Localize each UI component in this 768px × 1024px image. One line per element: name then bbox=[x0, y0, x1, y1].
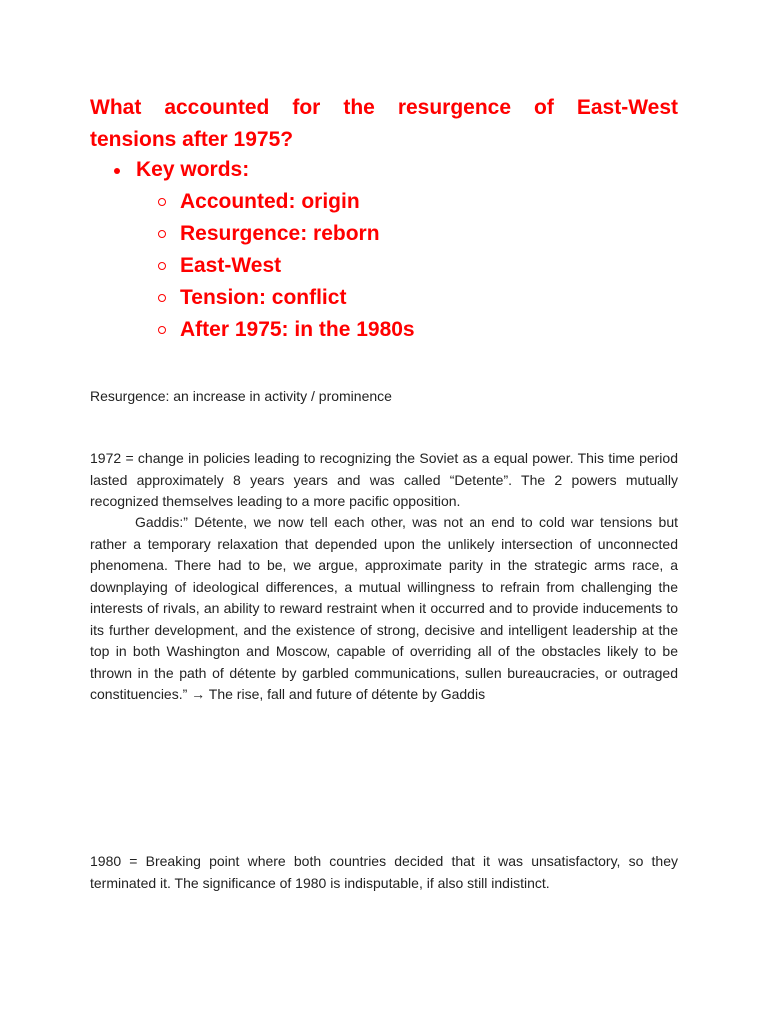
paragraph-1980: 1980 = Breaking point where both countries decided that it was unsatisfactory, so they terminated it. The significance of 1980 is indisputable, if also still indistinct. bbox=[90, 853, 678, 891]
hollow-bullet-icon bbox=[158, 262, 166, 270]
keyword-item bbox=[90, 186, 678, 218]
hollow-bullet-icon bbox=[158, 294, 166, 302]
keywords-heading-item bbox=[90, 154, 678, 346]
keyword-text: Tension: conflict bbox=[180, 286, 347, 309]
hollow-bullet-icon bbox=[158, 198, 166, 206]
keywords-label: Key words: bbox=[136, 158, 250, 181]
hollow-bullet-icon bbox=[158, 326, 166, 334]
keywords-list bbox=[90, 154, 678, 346]
title-line-2: tensions after 1975? bbox=[90, 128, 294, 151]
paragraph-1972: 1972 = change in policies leading to recognizing the Soviet as a equal power. This time period lasted approximately 8 years years and was called “Detente”. The 2 powers mutually recognized themselves leading to a more pacific opposition. bbox=[90, 450, 678, 509]
keyword-text: After 1975: in the 1980s bbox=[180, 318, 415, 341]
keyword-item bbox=[90, 282, 678, 314]
title-line-1: What accounted for the resurgence of East-West bbox=[90, 96, 678, 119]
keyword-text: Accounted: origin bbox=[180, 190, 360, 213]
filled-bullet-icon bbox=[114, 168, 120, 174]
resurgence-definition: Resurgence: an increase in activity / prominence bbox=[90, 388, 392, 404]
keyword-text: East-West bbox=[180, 254, 282, 277]
keyword-item bbox=[90, 250, 678, 282]
gaddis-quote-paragraph: Gaddis:” Détente, we now tell each other, was not an end to cold war tensions but rather a temporary relaxation that depended upon the unlikely intersection of unconnected phenomena. There had to be, we argue, approximate parity in the strategic arms race, a downplaying of ideological differences, a mutual willingness to refrain from challenging the interests of rivals, an ability to reward restraint when it occurred and to provide inducements to its further development, and the existence of strong, decisive and intelligent leadership at the top in both Washington and Moscow, capable of overriding all of the obstacles likely to be thrown in the path of détente by garbled communications, sullen bureaucracies, or outraged constituencies.” → The rise, fall and future of détente by Gaddis bbox=[90, 514, 678, 702]
keywords-sublist bbox=[136, 186, 678, 346]
page-title bbox=[90, 92, 678, 156]
keyword-item bbox=[90, 314, 678, 346]
keyword-item bbox=[90, 218, 678, 250]
hollow-bullet-icon bbox=[158, 230, 166, 238]
keyword-text: Resurgence: reborn bbox=[180, 222, 380, 245]
